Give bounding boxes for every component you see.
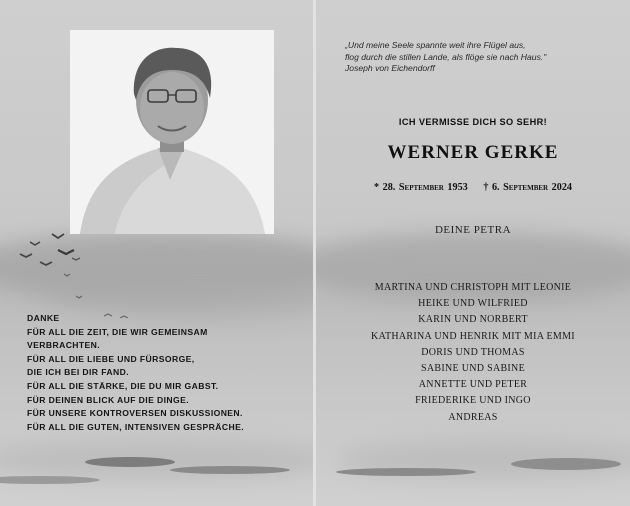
thank-you-text bbox=[27, 312, 307, 434]
right-page bbox=[316, 0, 630, 506]
family-line: ANDREAS bbox=[448, 411, 498, 423]
deceased-name: WERNER GERKE bbox=[387, 142, 559, 163]
island-silhouettes bbox=[316, 450, 630, 506]
family-line: HEIKE UND WILFRIED bbox=[418, 298, 528, 310]
family-line: SABINE UND SABINE bbox=[421, 363, 525, 375]
thanks-line: FÜR ALL DIE GUTEN, INTENSIVEN GESPRÄCHE. bbox=[27, 421, 245, 432]
thanks-line: DIE ICH BEI DIR FAND. bbox=[27, 367, 129, 378]
life-dates bbox=[316, 182, 630, 193]
thanks-line: FÜR DEINEN BLICK AUF DIE DINGE. bbox=[27, 394, 189, 405]
death-date: † 6. September 2024 bbox=[483, 182, 573, 193]
thanks-line: VERBRACHTEN. bbox=[27, 340, 101, 351]
family-line: KARIN UND NORBERT bbox=[418, 314, 528, 326]
quote-author: Joseph von Eichendorff bbox=[345, 63, 435, 73]
quote-line: flog durch die stillen Lande, als flöge sie nach Haus." bbox=[345, 51, 547, 62]
thanks-line: FÜR ALL DIE LIEBE UND FÜRSORGE, bbox=[27, 353, 195, 364]
left-page bbox=[0, 0, 313, 506]
family-line: KATHARINA UND HENRIK MIT MIA EMMI bbox=[371, 330, 575, 342]
thanks-line: FÜR ALL DIE ZEIT, DIE WIR GEMEINSAM bbox=[27, 326, 208, 337]
family-line: DORIS UND THOMAS bbox=[421, 346, 525, 358]
island-silhouettes bbox=[0, 450, 313, 506]
miss-you-line: ICH VERMISSE DICH SO SEHR! bbox=[398, 117, 548, 127]
birds-illustration bbox=[12, 228, 132, 318]
family-line: MARTINA UND CHRISTOPH MIT LEONIE bbox=[374, 282, 572, 293]
family-line: FRIEDERIKE UND INGO bbox=[415, 395, 531, 407]
family-list bbox=[316, 280, 630, 426]
thanks-line: FÜR UNSERE KONTROVERSEN DISKUSSIONEN. bbox=[27, 408, 243, 419]
quote-block bbox=[345, 40, 615, 75]
portrait-photo bbox=[70, 30, 274, 234]
portrait-image bbox=[70, 30, 274, 234]
spouse-signature: DEINE PETRA bbox=[434, 224, 512, 236]
birth-date: * 28. September 1953 bbox=[373, 182, 468, 193]
quote-line: „Und meine Seele spannte weit ihre Flügel aus, bbox=[345, 40, 526, 50]
thanks-line: FÜR ALL DIE STÄRKE, DIE DU MIR GABST. bbox=[27, 380, 219, 391]
family-line: ANNETTE UND PETER bbox=[418, 379, 528, 391]
thanks-line: DANKE bbox=[27, 313, 60, 323]
